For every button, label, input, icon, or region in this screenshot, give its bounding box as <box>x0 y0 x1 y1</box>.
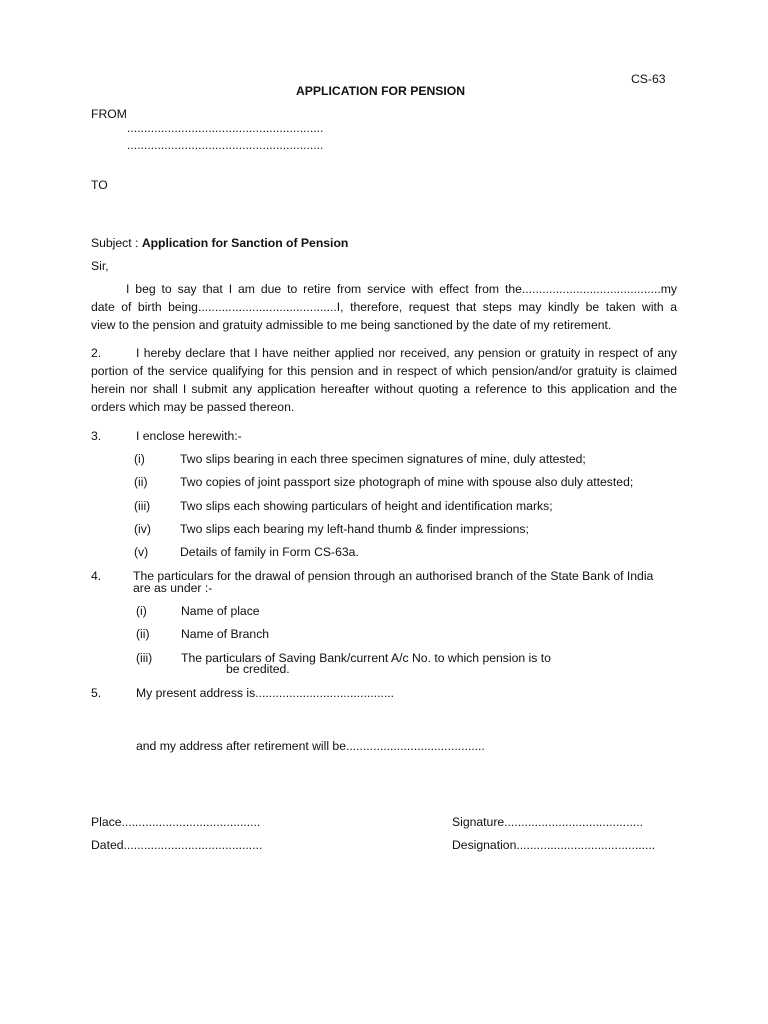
from-label: FROM <box>91 107 127 121</box>
place-field: Place......................................... <box>91 815 261 829</box>
form-title: APPLICATION FOR PENSION <box>296 84 466 98</box>
salutation: Sir, <box>91 259 109 273</box>
form-code: CS-63 <box>631 72 666 86</box>
enclosure-item-v-text: Details of family in Form CS-63a. <box>180 545 359 559</box>
enclosure-item-iii-text: Two slips each showing particulars of height and identification marks; <box>180 499 553 513</box>
paragraph-1 <box>91 280 677 334</box>
paragraph-3-number: 3. <box>91 429 102 443</box>
paragraph-2-line-3: herein nor shall I submit any application hereafter without quoting a reference to this application and the <box>91 382 677 396</box>
enclosure-item-ii-num: (ii) <box>134 475 148 489</box>
present-address-line: My present address is......................................... <box>136 686 395 700</box>
from-address-line-1: .......................................................... <box>127 121 324 135</box>
paragraph-2-line-1: I hereby declare that I have neither applied nor received, any pension or gratuity in respect of any <box>136 346 677 360</box>
paragraph-2-number: 2. <box>91 346 102 360</box>
paragraph-3-intro: I enclose herewith:- <box>136 429 242 443</box>
enclosure-item-ii-text: Two copies of joint passport size photograph of mine with spouse also duly attested; <box>180 475 634 489</box>
paragraph-1-line-3: view to the pension and gratuity admissible to me being sanctioned by the date of my retirement. <box>91 318 612 332</box>
bank-item-iii-num: (iii) <box>136 651 153 665</box>
bank-item-iii-text: The particulars of Saving Bank/current A/c No. to which pension is to <box>181 651 551 665</box>
bank-item-i-text: Name of place <box>181 604 260 618</box>
enclosure-item-iii-num: (iii) <box>134 499 151 513</box>
retirement-address-line: and my address after retirement will be......................................... <box>136 739 485 753</box>
paragraph-5-number: 5. <box>91 686 102 700</box>
paragraph-2 <box>91 344 677 416</box>
paragraph-1-line-1: I beg to say that I am due to retire from service with effect from the.........................................my <box>126 282 677 296</box>
bank-item-ii-text: Name of Branch <box>181 627 270 641</box>
subject-line <box>91 236 348 250</box>
paragraph-2-line-2: portion of the service qualifying for this pension and in respect of which pension/and/or gratuity is claimed <box>91 364 677 378</box>
bank-item-i-num: (i) <box>136 604 147 618</box>
paragraph-4-line-2: are as under :- <box>133 581 213 595</box>
designation-field: Designation......................................... <box>452 838 656 852</box>
paragraph-4-line-1: The particulars for the drawal of pension through an authorised branch of the State Bank of India <box>133 569 654 583</box>
enclosure-item-iv-num: (iv) <box>134 522 151 536</box>
enclosure-item-iv-text: Two slips each bearing my left-hand thumb & finder impressions; <box>180 522 529 536</box>
paragraph-2-line-4: orders which may be passed thereon. <box>91 400 295 414</box>
paragraph-4-number: 4. <box>91 569 102 583</box>
subject-label: Subject : <box>91 236 142 250</box>
bank-item-ii-num: (ii) <box>136 627 150 641</box>
enclosure-item-i-text: Two slips bearing in each three specimen signatures of mine, duly attested; <box>180 452 586 466</box>
from-address-line-2: .......................................................... <box>127 138 324 152</box>
paragraph-1-line-2: date of birth being.........................................I, therefore, request that steps may kindly be taken with a <box>91 300 677 314</box>
signature-field: Signature......................................... <box>452 815 644 829</box>
subject-text: Application for Sanction of Pension <box>141 236 349 250</box>
dated-field: Dated......................................... <box>91 838 263 852</box>
to-label: TO <box>91 178 108 192</box>
enclosure-item-i-num: (i) <box>134 452 145 466</box>
bank-item-iii-text-continued: be credited. <box>226 662 290 676</box>
enclosure-item-v-num: (v) <box>134 545 149 559</box>
